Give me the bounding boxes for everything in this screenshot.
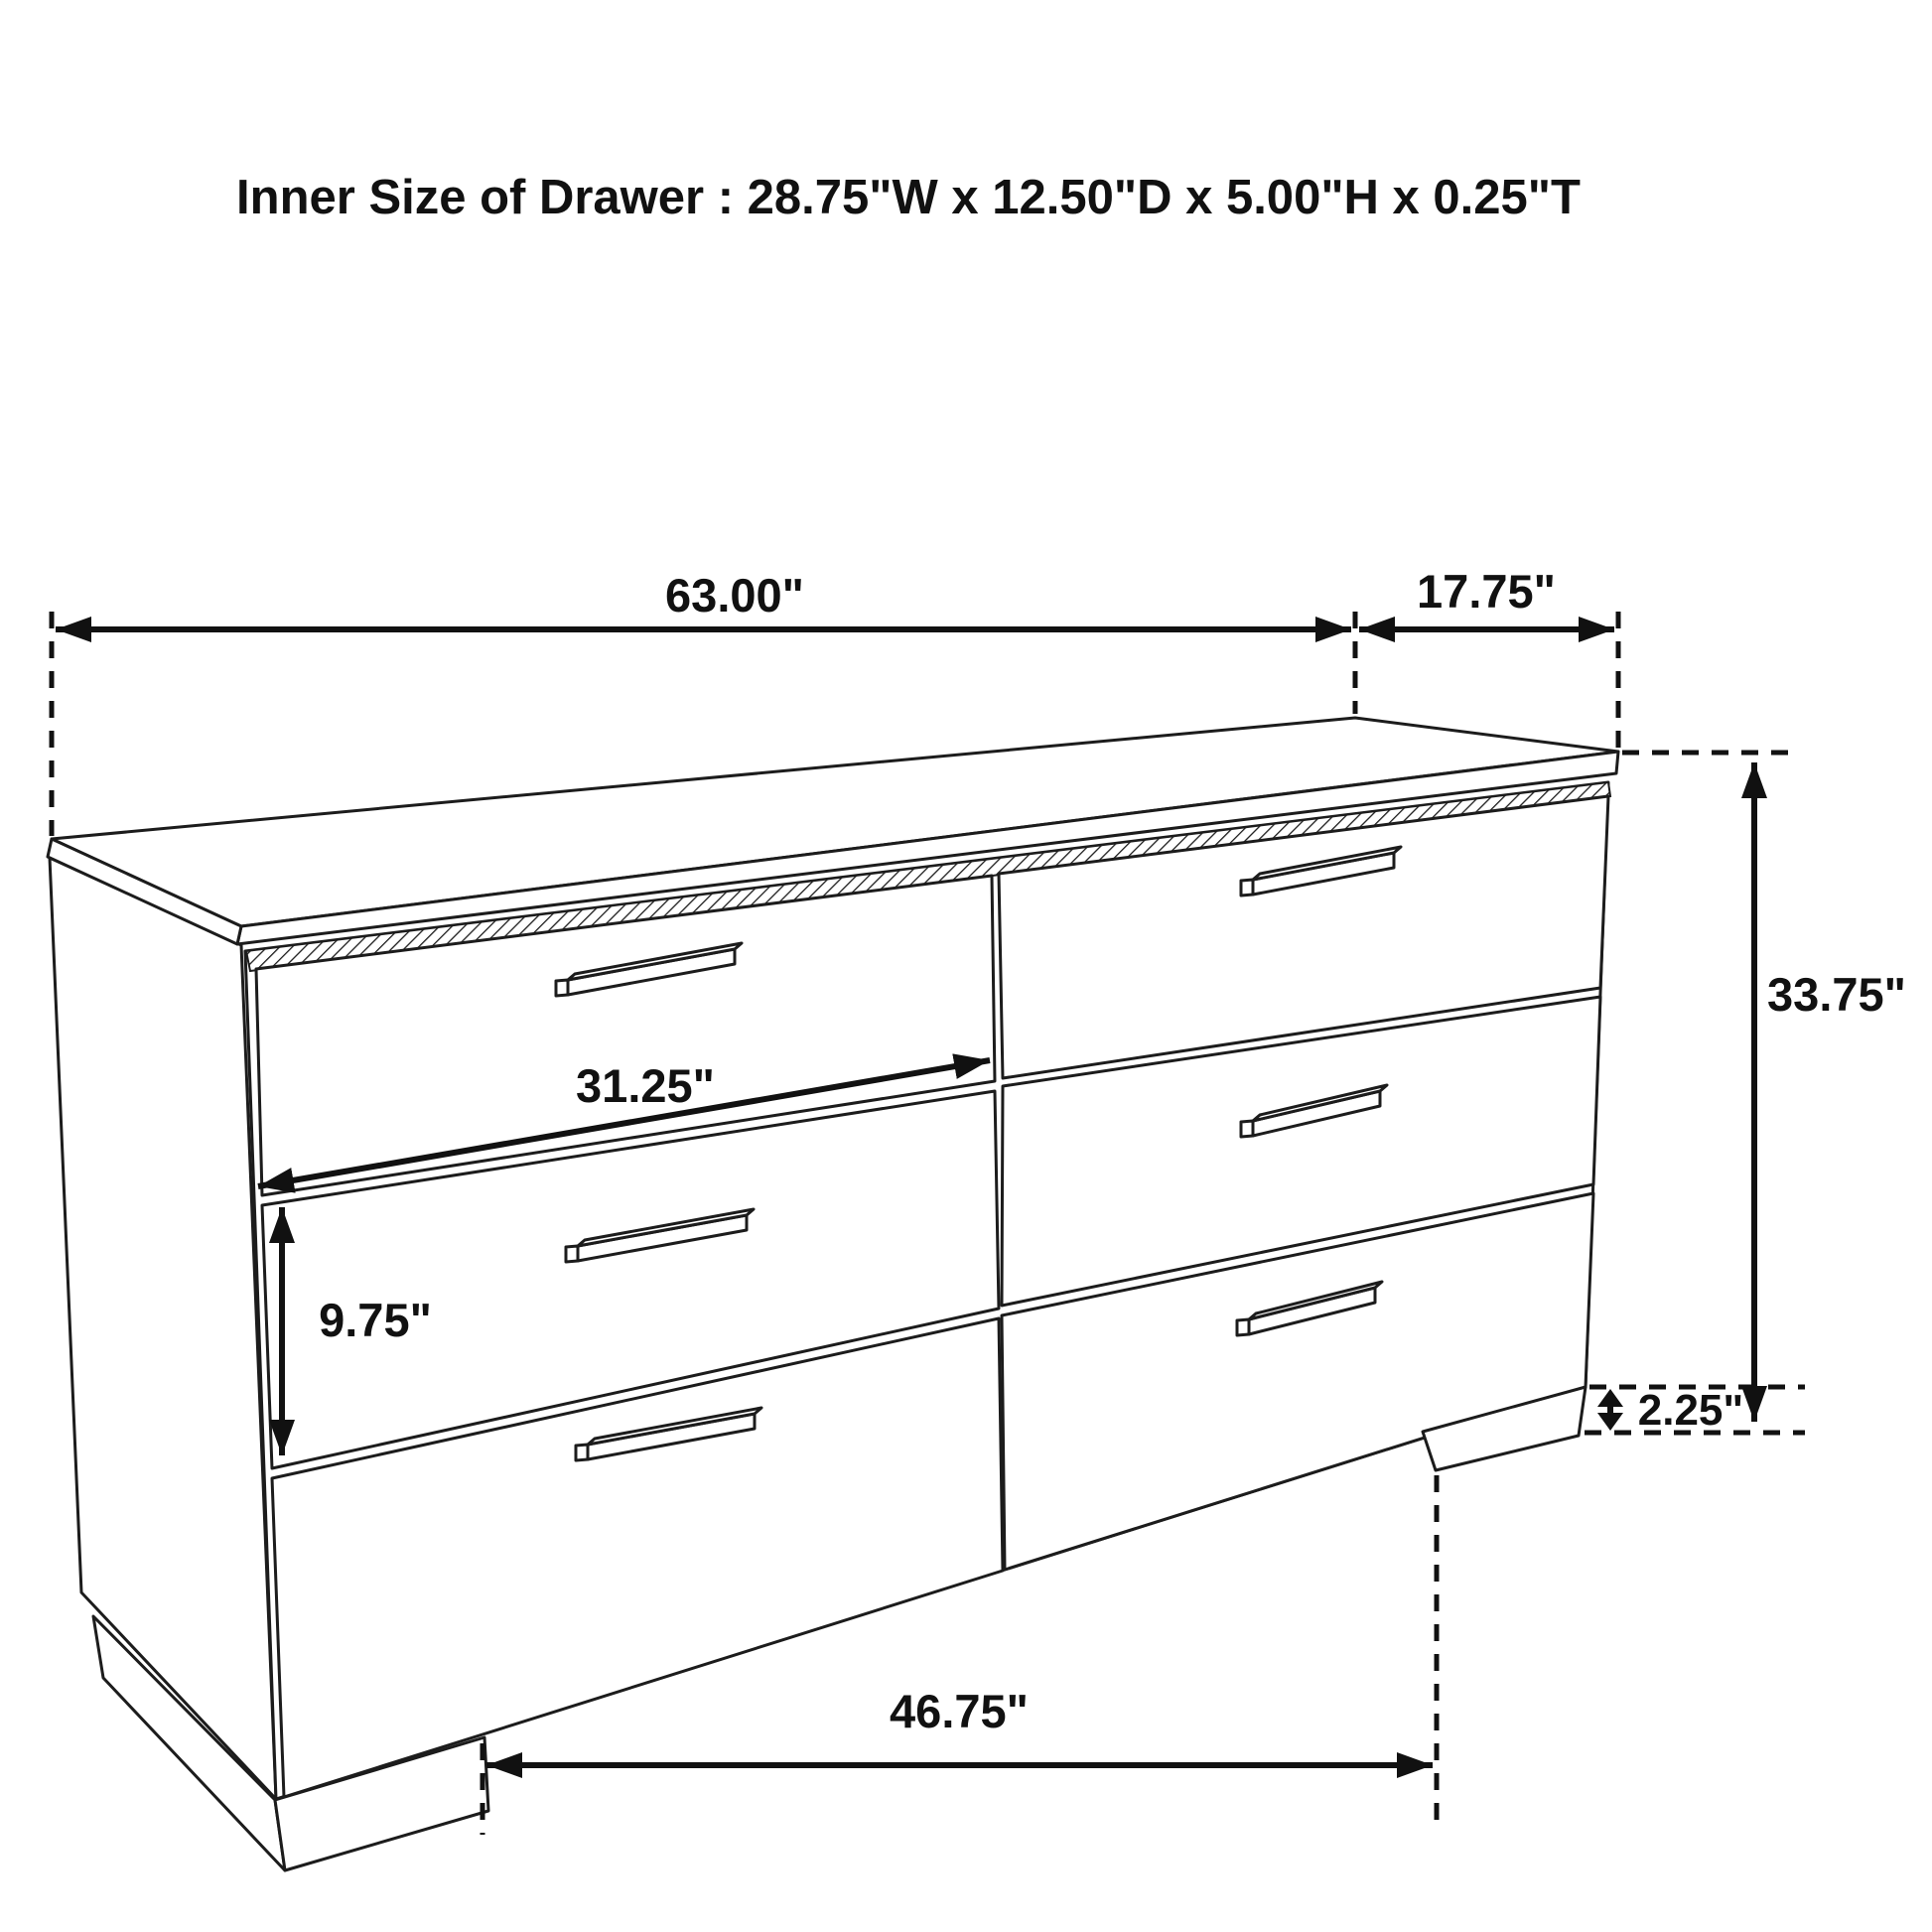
handle-end-cap bbox=[576, 1445, 588, 1460]
handle-end-cap bbox=[1237, 1319, 1249, 1335]
dim-label-leg-span: 46.75" bbox=[890, 1685, 1029, 1737]
dim-label-drawer-height: 9.75" bbox=[319, 1294, 432, 1346]
dim-label-top-depth: 17.75" bbox=[1417, 565, 1556, 618]
dim-label-top-width: 63.00" bbox=[665, 569, 804, 621]
diagram-title: Inner Size of Drawer : 28.75"W x 12.50"D x 5.00"H x 0.25"T bbox=[236, 171, 1581, 224]
handle-end-cap bbox=[566, 1246, 578, 1262]
handle-end-cap bbox=[1241, 1121, 1253, 1137]
handle-end-cap bbox=[1241, 880, 1253, 896]
dim-label-overall-height: 33.75" bbox=[1767, 968, 1906, 1021]
dim-label-leg-height: 2.25" bbox=[1637, 1386, 1744, 1435]
handle-end-cap bbox=[556, 980, 568, 996]
dim-label-drawer-width: 31.25" bbox=[576, 1059, 715, 1112]
